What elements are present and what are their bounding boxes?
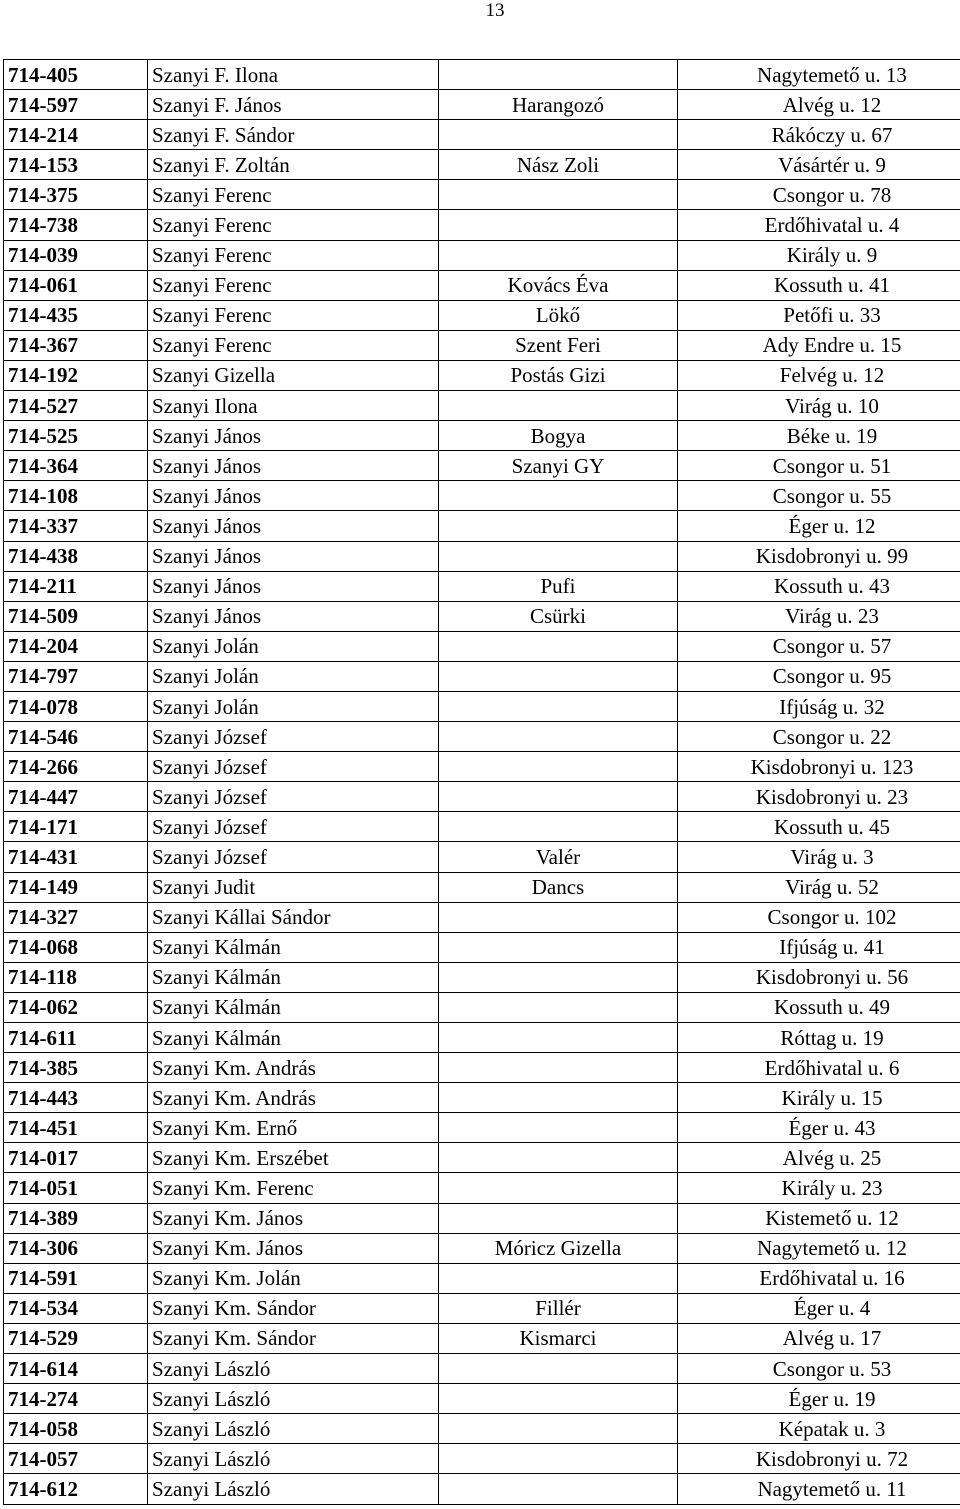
table-row <box>4 661 960 691</box>
phone-number-cell: 714-389 <box>4 1203 148 1233</box>
name-cell: Szanyi László <box>148 1444 439 1474</box>
address-cell: Csongor u. 22 <box>678 722 960 752</box>
name-cell: Szanyi Jolán <box>148 691 439 721</box>
name-cell: Szanyi Kálmán <box>148 962 439 992</box>
name-cell: Szanyi Km. János <box>148 1233 439 1263</box>
nickname-cell: Bogya <box>439 421 678 451</box>
nickname-cell: Móricz Gizella <box>439 1233 678 1263</box>
name-cell: Szanyi László <box>148 1384 439 1414</box>
nickname-cell: Kismarci <box>439 1323 678 1353</box>
nickname-cell: Nász Zoli <box>439 150 678 180</box>
name-cell: Szanyi József <box>148 812 439 842</box>
table-row <box>4 1143 960 1173</box>
phone-number-cell: 714-435 <box>4 300 148 330</box>
address-cell: Képatak u. 3 <box>678 1414 960 1444</box>
phone-number-cell: 714-068 <box>4 932 148 962</box>
name-cell: Szanyi József <box>148 722 439 752</box>
page-number: 13 <box>485 0 505 21</box>
address-cell: Csongor u. 55 <box>678 481 960 511</box>
name-cell: Szanyi Judit <box>148 872 439 902</box>
name-cell: Szanyi F. Ilona <box>148 60 439 90</box>
address-cell: Éger u. 43 <box>678 1113 960 1143</box>
name-cell: Szanyi János <box>148 571 439 601</box>
phone-number-cell: 714-171 <box>4 812 148 842</box>
phone-number-cell: 714-327 <box>4 902 148 932</box>
name-cell: Szanyi László <box>148 1354 439 1384</box>
address-cell: Kisdobronyi u. 72 <box>678 1444 960 1474</box>
table-row <box>4 722 960 752</box>
address-cell: Éger u. 12 <box>678 511 960 541</box>
table-row <box>4 300 960 330</box>
nickname-cell: Lökő <box>439 300 678 330</box>
name-cell: Szanyi Km. András <box>148 1053 439 1083</box>
phone-number-cell: 714-204 <box>4 631 148 661</box>
phone-number-cell: 714-061 <box>4 270 148 300</box>
table-row <box>4 391 960 421</box>
nickname-cell <box>439 1053 678 1083</box>
nickname-cell <box>439 932 678 962</box>
table-row <box>4 360 960 390</box>
name-cell: Szanyi Km. Sándor <box>148 1293 439 1323</box>
nickname-cell <box>439 180 678 210</box>
phone-number-cell: 714-364 <box>4 451 148 481</box>
name-cell: Szanyi Ilona <box>148 391 439 421</box>
phone-number-cell: 714-447 <box>4 782 148 812</box>
phone-number-cell: 714-078 <box>4 691 148 721</box>
phone-number-cell: 714-797 <box>4 661 148 691</box>
address-cell: Kossuth u. 45 <box>678 812 960 842</box>
phone-number-cell: 714-405 <box>4 60 148 90</box>
address-cell: Éger u. 4 <box>678 1293 960 1323</box>
table-row <box>4 451 960 481</box>
name-cell: Szanyi János <box>148 511 439 541</box>
table-row <box>4 1023 960 1053</box>
table-row <box>4 631 960 661</box>
name-cell: Szanyi Km. Ernő <box>148 1113 439 1143</box>
name-cell: Szanyi F. Zoltán <box>148 150 439 180</box>
name-cell: Szanyi Kálmán <box>148 1023 439 1053</box>
table-row <box>4 270 960 300</box>
phone-number-cell: 714-529 <box>4 1323 148 1353</box>
directory-body <box>4 60 960 1505</box>
address-cell: Csongor u. 51 <box>678 451 960 481</box>
table-row <box>4 180 960 210</box>
nickname-cell <box>439 1384 678 1414</box>
table-row <box>4 1053 960 1083</box>
name-cell: Szanyi F. János <box>148 90 439 120</box>
address-cell: Ifjúság u. 41 <box>678 932 960 962</box>
nickname-cell <box>439 1474 678 1504</box>
table-row <box>4 1263 960 1293</box>
address-cell: Csongor u. 57 <box>678 631 960 661</box>
name-cell: Szanyi Kálmán <box>148 932 439 962</box>
name-cell: Szanyi Ferenc <box>148 300 439 330</box>
nickname-cell <box>439 752 678 782</box>
phone-number-cell: 714-443 <box>4 1083 148 1113</box>
phone-number-cell: 714-211 <box>4 571 148 601</box>
address-cell: Virág u. 52 <box>678 872 960 902</box>
address-cell: Vásártér u. 9 <box>678 150 960 180</box>
table-row <box>4 1384 960 1414</box>
phone-number-cell: 714-274 <box>4 1384 148 1414</box>
phone-number-cell: 714-738 <box>4 210 148 240</box>
nickname-cell <box>439 60 678 90</box>
nickname-cell <box>439 1203 678 1233</box>
name-cell: Szanyi Km. Erszébet <box>148 1143 439 1173</box>
phone-directory-table <box>3 59 960 1505</box>
nickname-cell <box>439 661 678 691</box>
phone-number-cell: 714-367 <box>4 330 148 360</box>
table-row <box>4 1113 960 1143</box>
phone-number-cell: 714-527 <box>4 391 148 421</box>
name-cell: Szanyi Ferenc <box>148 180 439 210</box>
nickname-cell <box>439 511 678 541</box>
nickname-cell <box>439 1354 678 1384</box>
nickname-cell <box>439 481 678 511</box>
phone-number-cell: 714-525 <box>4 421 148 451</box>
address-cell: Erdőhivatal u. 16 <box>678 1263 960 1293</box>
nickname-cell: Kovács Éva <box>439 270 678 300</box>
phone-number-cell: 714-546 <box>4 722 148 752</box>
nickname-cell: Fillér <box>439 1293 678 1323</box>
address-cell: Kisdobronyi u. 123 <box>678 752 960 782</box>
nickname-cell <box>439 210 678 240</box>
name-cell: Szanyi József <box>148 782 439 812</box>
nickname-cell <box>439 691 678 721</box>
nickname-cell <box>439 1263 678 1293</box>
phone-number-cell: 714-108 <box>4 481 148 511</box>
table-row <box>4 1414 960 1444</box>
phone-number-cell: 714-385 <box>4 1053 148 1083</box>
name-cell: Szanyi Km. Sándor <box>148 1323 439 1353</box>
table-row <box>4 1293 960 1323</box>
phone-number-cell: 714-062 <box>4 992 148 1022</box>
address-cell: Alvég u. 17 <box>678 1323 960 1353</box>
address-cell: Béke u. 19 <box>678 421 960 451</box>
nickname-cell: Harangozó <box>439 90 678 120</box>
phone-number-cell: 714-438 <box>4 541 148 571</box>
address-cell: Király u. 9 <box>678 240 960 270</box>
name-cell: Szanyi Kállai Sándor <box>148 902 439 932</box>
address-cell: Éger u. 19 <box>678 1384 960 1414</box>
name-cell: Szanyi Km. Ferenc <box>148 1173 439 1203</box>
name-cell: Szanyi János <box>148 481 439 511</box>
address-cell: Kossuth u. 41 <box>678 270 960 300</box>
table-row <box>4 150 960 180</box>
phone-number-cell: 714-614 <box>4 1354 148 1384</box>
phone-number-cell: 714-192 <box>4 360 148 390</box>
nickname-cell <box>439 391 678 421</box>
table-row <box>4 1323 960 1353</box>
nickname-cell <box>439 1113 678 1143</box>
address-cell: Csongor u. 102 <box>678 902 960 932</box>
table-row <box>4 782 960 812</box>
name-cell: Szanyi Jolán <box>148 661 439 691</box>
address-cell: Alvég u. 12 <box>678 90 960 120</box>
phone-number-cell: 714-375 <box>4 180 148 210</box>
address-cell: Kistemető u. 12 <box>678 1203 960 1233</box>
nickname-cell: Csürki <box>439 601 678 631</box>
phone-number-cell: 714-058 <box>4 1414 148 1444</box>
address-cell: Kisdobronyi u. 56 <box>678 962 960 992</box>
address-cell: Petőfi u. 33 <box>678 300 960 330</box>
table-row <box>4 240 960 270</box>
address-cell: Erdőhivatal u. 4 <box>678 210 960 240</box>
address-cell: Csongor u. 53 <box>678 1354 960 1384</box>
name-cell: Szanyi József <box>148 842 439 872</box>
phone-number-cell: 714-266 <box>4 752 148 782</box>
table-row <box>4 1444 960 1474</box>
name-cell: Szanyi Gizella <box>148 360 439 390</box>
name-cell: Szanyi Km. Jolán <box>148 1263 439 1293</box>
address-cell: Csongor u. 78 <box>678 180 960 210</box>
nickname-cell <box>439 1143 678 1173</box>
phone-number-cell: 714-591 <box>4 1263 148 1293</box>
address-cell: Király u. 23 <box>678 1173 960 1203</box>
address-cell: Kisdobronyi u. 23 <box>678 782 960 812</box>
name-cell: Szanyi Ferenc <box>148 240 439 270</box>
phone-number-cell: 714-597 <box>4 90 148 120</box>
address-cell: Nagytemető u. 11 <box>678 1474 960 1504</box>
phone-number-cell: 714-306 <box>4 1233 148 1263</box>
address-cell: Erdőhivatal u. 6 <box>678 1053 960 1083</box>
name-cell: Szanyi Kálmán <box>148 992 439 1022</box>
nickname-cell: Szent Feri <box>439 330 678 360</box>
name-cell: Szanyi János <box>148 451 439 481</box>
nickname-cell <box>439 1444 678 1474</box>
address-cell: Virág u. 23 <box>678 601 960 631</box>
table-row <box>4 812 960 842</box>
table-row <box>4 1173 960 1203</box>
table-row <box>4 842 960 872</box>
phone-number-cell: 714-451 <box>4 1113 148 1143</box>
phone-number-cell: 714-017 <box>4 1143 148 1173</box>
table-row <box>4 932 960 962</box>
address-cell: Király u. 15 <box>678 1083 960 1113</box>
name-cell: Szanyi János <box>148 541 439 571</box>
table-row <box>4 691 960 721</box>
address-cell: Kossuth u. 49 <box>678 992 960 1022</box>
nickname-cell: Szanyi GY <box>439 451 678 481</box>
address-cell: Kossuth u. 43 <box>678 571 960 601</box>
name-cell: Szanyi Ferenc <box>148 270 439 300</box>
phone-number-cell: 714-214 <box>4 120 148 150</box>
phone-number-cell: 714-057 <box>4 1444 148 1474</box>
address-cell: Ady Endre u. 15 <box>678 330 960 360</box>
address-cell: Felvég u. 12 <box>678 360 960 390</box>
address-cell: Rákóczy u. 67 <box>678 120 960 150</box>
table-row <box>4 330 960 360</box>
table-row <box>4 1233 960 1263</box>
phone-number-cell: 714-337 <box>4 511 148 541</box>
nickname-cell <box>439 902 678 932</box>
table-row <box>4 601 960 631</box>
nickname-cell <box>439 120 678 150</box>
table-row <box>4 1083 960 1113</box>
nickname-cell <box>439 631 678 661</box>
nickname-cell: Dancs <box>439 872 678 902</box>
phone-number-cell: 714-431 <box>4 842 148 872</box>
address-cell: Róttag u. 19 <box>678 1023 960 1053</box>
name-cell: Szanyi László <box>148 1474 439 1504</box>
name-cell: Szanyi József <box>148 752 439 782</box>
name-cell: Szanyi János <box>148 601 439 631</box>
phone-number-cell: 714-149 <box>4 872 148 902</box>
table-row <box>4 872 960 902</box>
table-row <box>4 752 960 782</box>
name-cell: Szanyi László <box>148 1414 439 1444</box>
name-cell: Szanyi János <box>148 421 439 451</box>
table-row <box>4 90 960 120</box>
table-row <box>4 1354 960 1384</box>
name-cell: Szanyi Jolán <box>148 631 439 661</box>
phone-number-cell: 714-051 <box>4 1173 148 1203</box>
phone-number-cell: 714-509 <box>4 601 148 631</box>
nickname-cell: Valér <box>439 842 678 872</box>
address-cell: Ifjúság u. 32 <box>678 691 960 721</box>
phone-number-cell: 714-039 <box>4 240 148 270</box>
nickname-cell <box>439 1023 678 1053</box>
nickname-cell <box>439 812 678 842</box>
table-row <box>4 541 960 571</box>
address-cell: Nagytemető u. 13 <box>678 60 960 90</box>
phone-number-cell: 714-612 <box>4 1474 148 1504</box>
name-cell: Szanyi Ferenc <box>148 330 439 360</box>
address-cell: Kisdobronyi u. 99 <box>678 541 960 571</box>
phone-number-cell: 714-118 <box>4 962 148 992</box>
nickname-cell <box>439 1083 678 1113</box>
name-cell: Szanyi Km. András <box>148 1083 439 1113</box>
name-cell: Szanyi Ferenc <box>148 210 439 240</box>
address-cell: Virág u. 3 <box>678 842 960 872</box>
table-row <box>4 511 960 541</box>
table-row <box>4 60 960 90</box>
phone-number-cell: 714-534 <box>4 1293 148 1323</box>
nickname-cell <box>439 992 678 1022</box>
table-row <box>4 210 960 240</box>
nickname-cell <box>439 541 678 571</box>
table-row <box>4 902 960 932</box>
name-cell: Szanyi F. Sándor <box>148 120 439 150</box>
name-cell: Szanyi Km. János <box>148 1203 439 1233</box>
nickname-cell <box>439 1173 678 1203</box>
nickname-cell <box>439 1414 678 1444</box>
address-cell: Virág u. 10 <box>678 391 960 421</box>
table-row <box>4 992 960 1022</box>
nickname-cell: Postás Gizi <box>439 360 678 390</box>
phone-number-cell: 714-611 <box>4 1023 148 1053</box>
table-row <box>4 571 960 601</box>
table-row <box>4 481 960 511</box>
address-cell: Alvég u. 25 <box>678 1143 960 1173</box>
phone-number-cell: 714-153 <box>4 150 148 180</box>
nickname-cell <box>439 240 678 270</box>
nickname-cell <box>439 962 678 992</box>
nickname-cell <box>439 722 678 752</box>
nickname-cell <box>439 782 678 812</box>
table-row <box>4 962 960 992</box>
table-row <box>4 120 960 150</box>
table-row <box>4 1203 960 1233</box>
table-row <box>4 1474 960 1504</box>
table-row <box>4 421 960 451</box>
nickname-cell: Pufi <box>439 571 678 601</box>
address-cell: Csongor u. 95 <box>678 661 960 691</box>
address-cell: Nagytemető u. 12 <box>678 1233 960 1263</box>
